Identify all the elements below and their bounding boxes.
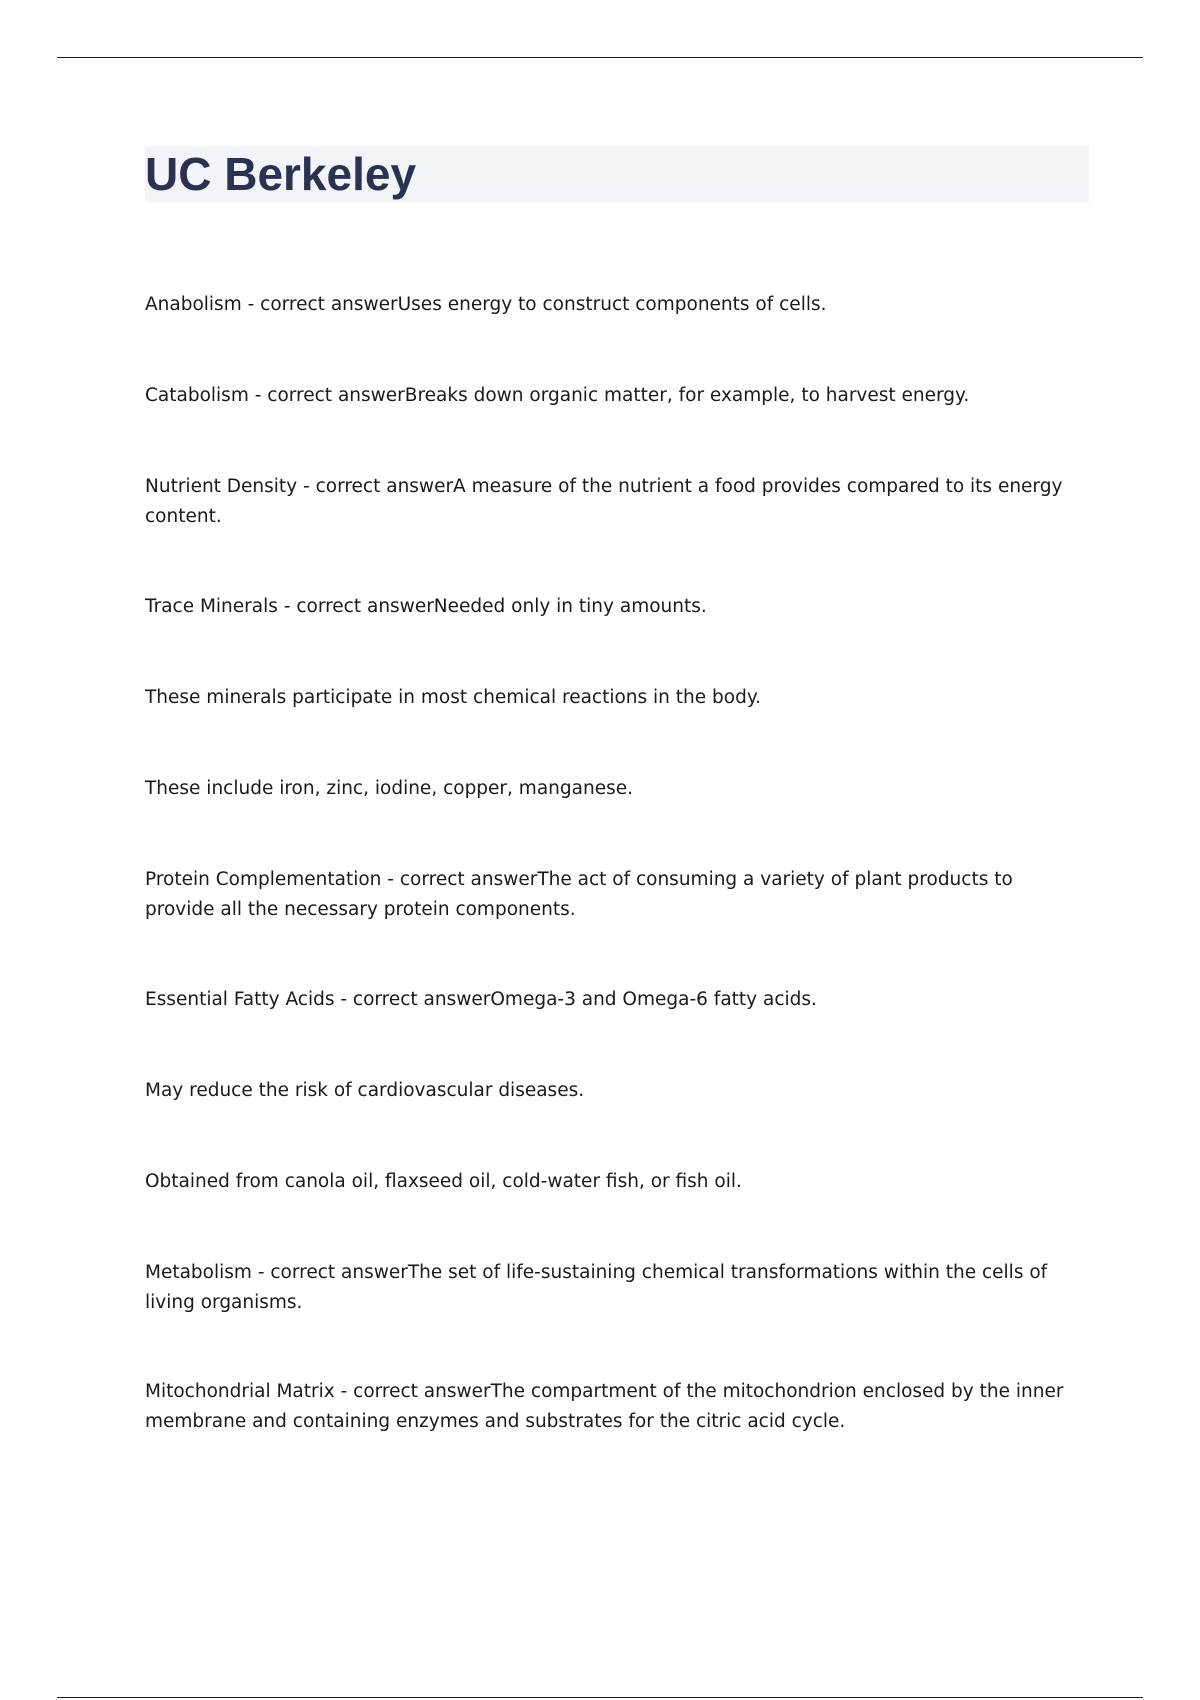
entry-mitochondrial-matrix: Mitochondrial Matrix - correct answerThe compartment of the mitochondrion enclosed by the inner membrane and containing enzymes and substrates for the citric acid cycle. — [145, 1381, 1064, 1432]
entry-metabolism: Metabolism - correct answerThe set of life-sustaining chemical transformations within the cells of living organisms. — [145, 1262, 1048, 1313]
entry-anabolism: Anabolism - correct answerUses energy to construct components of cells. — [145, 294, 827, 315]
entry-trace-minerals-list: These include iron, zinc, iodine, copper, manganese. — [145, 778, 633, 799]
entry-fatty-acids-risk: May reduce the risk of cardiovascular diseases. — [145, 1080, 585, 1101]
entry-trace-minerals-reactions: These minerals participate in most chemical reactions in the body. — [145, 687, 762, 708]
entry-protein-complementation: Protein Complementation - correct answerThe act of consuming a variety of plant products to provide all the necessary protein components. — [145, 869, 1013, 920]
entry-catabolism: Catabolism - correct answerBreaks down organic matter, for example, to harvest energy. — [145, 385, 970, 406]
footer-rule — [57, 1697, 1143, 1698]
page-title: UC Berkeley — [145, 148, 417, 200]
entry-fatty-acids-sources: Obtained from canola oil, flaxseed oil, cold-water fish, or fish oil. — [145, 1171, 742, 1192]
header-rule — [57, 57, 1143, 58]
entry-nutrient-density: Nutrient Density - correct answerA measure of the nutrient a food provides compared to its energy content. — [145, 476, 1063, 527]
entry-essential-fatty-acids: Essential Fatty Acids - correct answerOmega-3 and Omega-6 fatty acids. — [145, 989, 817, 1010]
entry-trace-minerals: Trace Minerals - correct answerNeeded only in tiny amounts. — [145, 596, 707, 617]
